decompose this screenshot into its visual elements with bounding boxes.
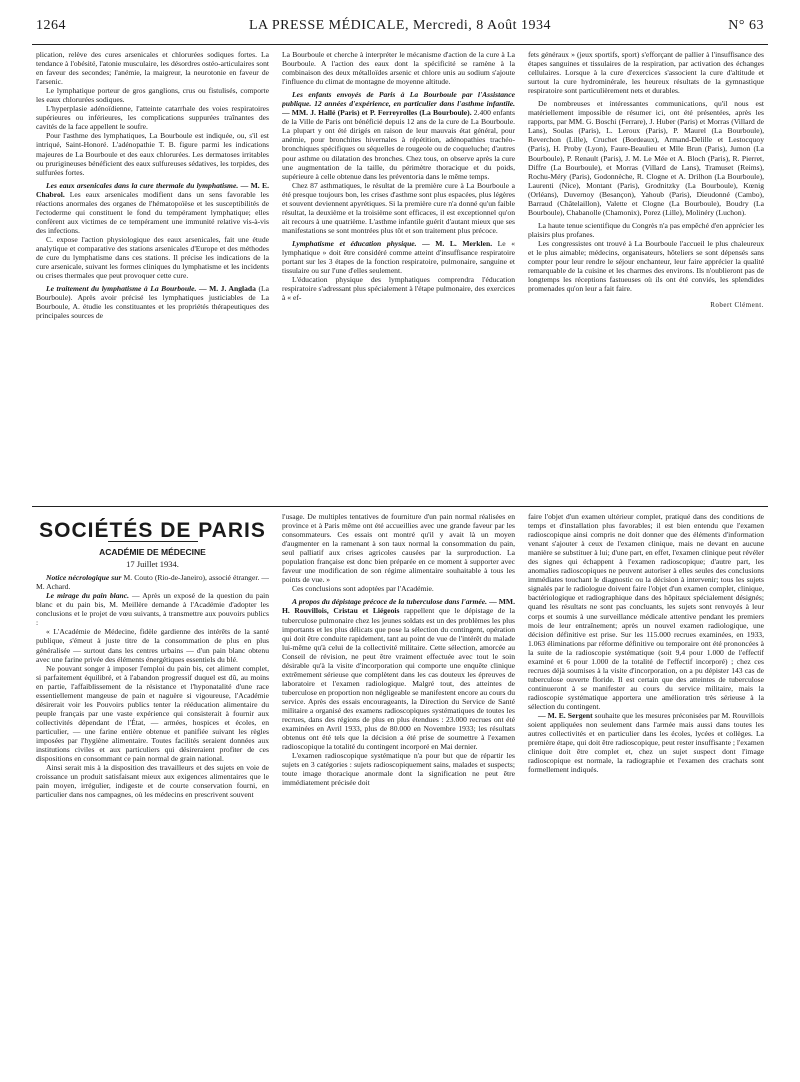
paragraph: Les congressistes ont trouvé à La Bourboule l'accueil le plus chaleureux et le plus aimable; médecins, organisateurs, hôteliers se sont dépensés sans compter pour leur rendre le séjour enchanteur, leur faire apprécier la qualité remarquable de la cuisine et les charmes des environs. Ils n'oublieront pas de longtemps les réceptions fastueuses où ils ont été conviés, les splendides promenades qu'on leur a fait faire. xyxy=(528,238,764,294)
article-author: — M. L. Merklen. xyxy=(416,238,493,248)
header-rule xyxy=(32,44,768,45)
article-author: — M. J. Anglada xyxy=(196,284,256,294)
article-author: — MM. J. Hallé (Paris) et P. Ferreyrolles (La Bourboule). xyxy=(282,108,472,118)
running-header xyxy=(36,18,764,40)
article-entry xyxy=(36,181,269,235)
article-heading: Le mirage du pain blanc. xyxy=(46,591,130,601)
top-column-3 xyxy=(528,50,764,498)
paragraph: faire l'objet d'un examen ultérieur complet, pratiqué dans des conditions de temps et d'installation plus favorables; il est bien entendu que l'examen radioscopique ainsi compris ne doit donner que des éléments d'information venant s'ajouter à ceux de l'examen clinique, mais ne devant en aucune manière se substituer à lui; d'une part, en effet, l'examen clinique peut révéler des signes qui échappent à l'examen radioscopique; d'autre part, les anomalies radioscopiques ne peuvent autoriser à elles seules des conclusions immédiates touchant le diagnostic ou la décision à intervenir; tous les sujets signalés par le radiologue doivent faire l'objet d'un examen complet, clinique, bactériologique et radiographique dans des hôpitaux spécialement désignés; quand les résultats ne sont pas concluants, les sujets sont renvoyés à leur corps et soumis à une surveillance médicale attentive pendant les premiers mois de leur entraînement; après un nouvel examen radiologique, une décision définitive est prise. Sur les 115.000 recrues examinées, en 1933, 1.063 éliminations par réforme définitive ou temporaire ont été prononcées à la suite de la radioscopie systématique (soit 9,4 pour 1.000 de l'effectif examiné et 6 pour 1.000 de la totalité de l'effectif incorporé) ; chez ces recrues déjà soumises à la visite d'incorporation, on a pu dépister 143 cas de tuberculose ouverte floride. Il est certain que des atteintes de tuberculose continueront à se manifester au cours du service militaire, mais la radioscopie systématique apportera une amélioration très sérieuse à la sélection du contingent. xyxy=(528,512,764,711)
article-author: — M. E. Chabrol. xyxy=(36,180,269,199)
paragraph: fets généraux » (jeux sportifs, sport) s'efforçant de pallier à l'insuffisance des étapes sanguines et tissulaires de la respiration, par activation des échanges cellulaires. Lorsque à la cure d'exercices s'associent la cure d'altitude et surtout la cure hydrominérale, les heureux résultats de la gymnastique respiratoire sont particulièrement nets et durables. xyxy=(528,50,764,96)
paragraph: Chez 87 asthmatiques, le résultat de la première cure à La Bourboule a été presque toujours bon, les crises d'asthme sont plus espacées, plus légères et souvent deviennent apyrétiques. Si la première cure n'a donné qu'un faible résultat, la deuxième et la troisième sont efficaces, il est exceptionnel qu'on ait recours à une quatrième. L'asthme infantile guérit d'autant mieux que ses manifestations se sont montrées plus tôt et son traitement plus précoce. xyxy=(282,180,515,235)
article-heading: Notice nécrologique sur xyxy=(46,573,122,583)
article-entry xyxy=(282,597,515,751)
article-heading: Lymphatisme et éducation physique. xyxy=(292,238,417,248)
article-entry xyxy=(282,239,515,275)
article-heading: Les enfants envoyés de Paris à La Bourboule par l'Assistance publique. 12 années d'expérience, en particulier dans l'asthme infantile. xyxy=(282,90,515,109)
article-text: — Après un exposé de la question du pain blanc et du pain bis, M. Meillère demande à l'Académie d'adopter les conclusions et le projet de vœu suivants, à transmettre aux pouvoirs publics : xyxy=(36,591,269,628)
bottom-column-2 xyxy=(282,512,515,1072)
signature: Robert Clément. xyxy=(710,301,764,310)
article-entry xyxy=(36,591,269,627)
article-text: 2.400 enfants de la Ville de Paris ont bénéficié depuis 12 ans de la cure de La Bourboule. La plupart y ont été dirigés en raison de leur mauvais état général, pour anémie, pour bronchites hivernales à répétition, adénopathies trachéo-bronchiques spécifiques ou séquelles de rougeole ou de coqueluche; d'autres pour asthme ou dilatation des bronches. Chez tous, on observe après la cure une augmentation de la taille, du périmètre thoracique et du poids, supérieure à celle obtenue dans les préventoria dans le même temps. xyxy=(282,108,515,181)
paragraph: L'examen radioscopique systématique n'a pour but que de répartir les sujets en 3 catégories : sujets radioscopiquement sains, malades et suspects; toute image thoracique anormale dont la signification ne peut être immédiatement précisée doit xyxy=(282,751,515,788)
bottom-column-1 xyxy=(36,512,269,1072)
article-author: — M. E. Sergent xyxy=(538,711,593,721)
article-heading: A propos du dépistage précoce de la tuberculose dans l'armée. xyxy=(292,597,488,607)
article-entry xyxy=(36,284,269,320)
top-column-1 xyxy=(36,50,269,498)
society-name: ACADÉMIE DE MÉDECINE xyxy=(99,547,206,558)
bottom-column-3 xyxy=(528,512,764,1072)
article-text: (La Bourboule). Après avoir précisé les lymphatiques justiciables de La Bourboule, A. étudie les constituantes et les propriétés thérapeutiques des principales sources de xyxy=(36,284,269,321)
article-author: — MM. H. Rouvillois, Cristau et Liégeois xyxy=(282,597,515,616)
paragraph: La haute tenue scientifique du Congrès n'a pas empêché d'en apprécier les plaisirs plus profanes. xyxy=(528,220,764,239)
issue-number: N° 63 xyxy=(728,18,764,33)
paragraph: Ainsi serait mis à la disposition des travailleurs et des sujets en voie de croissance un produit satisfaisant mieux aux exigences alimentaires que le pain moyen, irrégulier, indigeste et de courte conservation fourni, en particulier dans nos campagnes, où les médecins en prescrivent souvent xyxy=(36,763,269,800)
section-title: SOCIÉTÉS DE PARIS xyxy=(39,519,266,542)
session-date: 17 Juillet 1934. xyxy=(126,559,179,570)
paragraph: l'usage. De multiples tentatives de fourniture d'un pain normal réalisées en province et à Paris même ont été accueillies avec une grande faveur par les consommateurs. Ces essais ont montré qu'il y avait là un moyen d'augmenter en la ramenant à son taux normal la consommation du pain, seul palliatif aux crises agricoles causées par la surproduction. La population française est donc bien préparée en ce moment à supporter avec faveur une modification de son régime alimentaire souhaitable à tous les points de vue. » xyxy=(282,512,515,585)
paragraph: Ces conclusions sont adoptées par l'Académie. xyxy=(292,584,434,594)
article-entry xyxy=(282,90,515,180)
article-text: Le « lymphatique » doit être considéré comme atteint d'insuffisance respiratoire portant sur les 3 étapes de la fonction respiratoire, pulmonaire, sanguine et tissulaire ou sur l'une d'elles seulement. xyxy=(282,238,515,276)
article-text: Les eaux arsenicales modifient dans un sens favorable les réactions anormales des organes de l'hématopoïèse et les susceptibilités de l'ectoderme qui constituent le fond du tempérament lymphatique; elles confèrent aux victimes de ce tempérament une immunité relative vis-à-vis des infections. xyxy=(36,189,269,235)
article-text: rappellent que le dépistage de la tuberculose pulmonaire chez les jeunes soldats est un des problèmes les plus importants et les plus délicats que pose la sélection du contingent, opération qui doit être conduite rapidement, tant au point de vue de l'intérêt du malade lui-même qu'à celui de la collectivité militaire. Cette sélection, amorcée au Conseil de révision, ne peut être vraiment effectuée avec tout le soin désirable qu'à la visite d'incorporation qui comporte une enquête clinique extrêmement sérieuse que complètent dans les cas douteux les épreuves de laboratoire et l'examen radiologique. Malgré tout, des atteintes de tuberculose en proportion non négligeable se manifestent encore au cours du service. Après des essais encourageants, la Direction du Service de Santé militaire a organisé des examens radioscopiques systématiques de toutes les recrues, dans des régions de plus en plus étendues : 23.000 recrues ont été examinées en Avril 1933, plus de 80.000 en Novembre 1933; les résultats obtenus ont été tels que la décision a été prise de soumettre à l'examen radioscopique la totalité du contingent incorporé en Mai dernier. xyxy=(282,606,515,752)
paragraph: L'éducation physique des lymphatiques comprendra l'éducation respiratoire s'adressant plus spécialement à l'étape pulmonaire, des exercices à « ef- xyxy=(282,275,515,303)
article-heading: Le traitement du lymphatisme à La Bourboule. xyxy=(46,284,197,294)
article-heading: Les eaux arsenicales dans la cure thermale du lymphatisme. xyxy=(46,180,239,190)
paragraph: Ne pouvant songer à imposer l'emploi du pain bis, cet aliment complet, si parfaitement équilibré, et à l'abandon progressif duquel est dû, au moins en partie, l'affaiblissement de la résistance et l'hyponatalité d'une race essentiellement mangeuse de pain et naguère si vigoureuse, l'Académie désirerait voir les Pouvoirs publics tenter la rééducation alimentaire du peuple français par une vaste expérience qui consisterait à fournir aux collectivités dépendant de l'État, — armées, hospices et écoles, en particulier, — une farine entière obtenue et panifiée suivant les règles imposées par l'hygiène alimentaire. Toutes facilités seraient données aux institutions civiles et aux particuliers qui désireraient profiter de ces dispositions en consommant ce pain normal de grain national. xyxy=(36,663,269,764)
paragraph: L'hyperplasie adénoïdienne, l'atteinte catarrhale des voies respiratoires supérieures ou inférieures, les complications suppurées traînantes des cavités de la face appellent le soufre. xyxy=(36,104,269,132)
paragraph: Pour l'asthme des lymphatiques, La Bourboule est indiquée, ou, s'il est intriqué, Saint-Honoré. L'adénopathie T. B. figure parmi les indications majeures de La Bourboule et des eaux chlorurées. Les dermatoses irritables ou prurigineuses bénéficient des eaux sulfureuses sédatives, les torpides, des sulfurées fortes. xyxy=(36,131,269,177)
article-text: souhaite que les mesures préconisées par M. Rouvillois soient appliquées non seulement dans l'armée mais aussi dans toutes les autres collectivités et en particulier dans les écoles, lycées et collèges. La première étape, qui doit être radioscopique, peut rester insuffisante ; l'examen clinique doit être complet et, chez un sujet suspect dont l'image radioscopique est normale, la radiographie et l'examen des crachats sont formellement indiqués. xyxy=(528,711,764,775)
paragraph: De nombreuses et intéressantes communications, qu'il nous est matériellement impossible de résumer ici, ont été présentées, après les rapports, par MM. G. Boschi (Ferrare), J. Huber (Paris) et Morras (Villard de Lans), Soulas (Paris), L. Leroux (Paris), P. Maurel (La Bourboule), Reverchon (Lille), Cruchet (Bordeaux), Armand-Delille et Lestocquoy (Paris), H. Proby (Lyon), Faure-Beaulieu et Mlle Brun (Paris), Jumon (La Bourboule), P. Renault (Paris), J. M. Le Mée et A. Bloch (Paris), R. Pierret, Diffre (La Bourboule), et Morras (Villard de Lans), Tramuset (Reims), Rochu-Méry (Paris), Godonnèche, R. Clogne et A. Drilhon (La Bourboule), Laurenti (Nice), Montant (Paris), Grodnitzky (La Bourboule), Kœnig (Orléans), Duvernoy (Besançon), Yahoub (Paris), Dieudonné (Cambo), Barraud (Châtelaillon), Valette et Clogne (La Bourboule), Boudry (La Bourboule), Chabanolle (Chamonix), Porez (Lille), Molinéry (Luchon). xyxy=(528,99,764,217)
paragraph: Le lymphatique porteur de gros ganglions, crus ou fistulisés, comporte les eaux chlorurées sodiques. xyxy=(36,86,269,105)
paragraph: plication, relève des cures arsenicales et chlorurées sodiques fortes. La tendance à l'obésité, l'atonie musculaire, les désordres ostéo-articulaires sont en faveur des secondes; l'anémie, la maigreur, la neurotonie en faveur de l'arsenic. xyxy=(36,50,269,87)
section-rule xyxy=(32,506,768,507)
article-entry xyxy=(528,711,764,774)
article-entry xyxy=(36,573,269,591)
page-number: 1264 xyxy=(36,18,66,33)
article-text: M. Couto (Rio-de-Janeiro), associé étranger. — M. Achard. xyxy=(36,573,269,592)
journal-title: LA PRESSE MÉDICALE, Mercredi, 8 Août 1934 xyxy=(248,18,552,33)
paragraph: C. expose l'action physiologique des eaux arsenicales, fait une étude analytique et comparative des stations arsenicales d'Europe et des méthodes de cure du lymphatisme dans ces stations. Il précise les indications de la cure arsenicale, suivant les formes cliniques du lymphatisme et les incidents ou crises thermales que peut provoquer cette cure. xyxy=(36,234,269,281)
paragraph: La Bourboule et cherche à interpréter le mécanisme d'action de la cure à La Bourboule. A l'action des eaux dont la spécificité se ramène à la combinaison des deux métalloïdes arsenic et chlore unis au sodium s'ajoute l'influence du climat de montagne de moyenne altitude. xyxy=(282,50,515,87)
paragraph: « L'Académie de Médecine, fidèle gardienne des intérêts de la santé publique, s'émeut à juste titre de la consommation de plus en plus généralisée — surtout dans les centres urbains — d'un pain blanc obtenu avec une farine privée des éléments énergétiques essentiels du blé. xyxy=(36,627,269,664)
top-column-2 xyxy=(282,50,515,498)
